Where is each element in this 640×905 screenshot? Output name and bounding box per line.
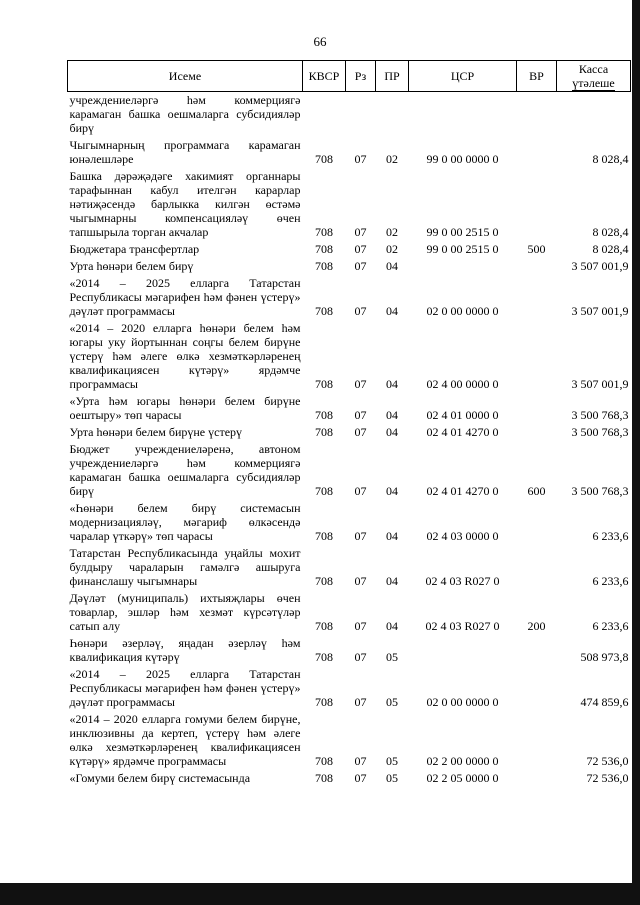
row-vr: [517, 275, 557, 320]
row-vr: [517, 258, 557, 275]
row-amount: 3 500 768,3: [571, 484, 629, 498]
row-csr: [409, 258, 517, 275]
row-name: учреждениеләргә һәм коммерциягә карамаган башка оешмаларга субсидияләр бирү: [69, 93, 301, 135]
row-kvsr: [303, 92, 346, 138]
row-name: Башка дәрәҗәдәге хакимият органнары тарафыннан кабул ителгән карарлар нәтиҗәсендә барлыкка килгән өстәмә чыгымнарны компенсацияләү өчен тапшырыла торган акчалар: [69, 169, 301, 239]
row-name: «2014 – 2020 елларга гомуми белем бирүне, инклюзивны да кертеп, үстерү һәм әлеге өлкә хезмәткәрләренең квалификациясен күтәрү» ярдәмче программасы: [69, 712, 301, 768]
row-name: «2014 – 2025 елларга Татарстан Республикасы мәгарифен һәм фәнен үстерү» дәүләт программасы: [69, 667, 301, 709]
row-vr: [517, 168, 557, 241]
row-vr: 600: [527, 484, 546, 498]
row-name: Дәүләт (муниципаль) ихтыяҗлары өчен товарлар, эшләр һәм хезмәт күрсәтүләр сатып алу: [69, 591, 301, 633]
row-name: «2014 – 2020 елларга һөнәри белем һәм югары уку йортыннан соңгы белем бирүне үстерү һәм әлеге өлкә хезмәткәрләренең квалификациясен күтәрү» ярдәмче программасы: [69, 321, 301, 391]
row-amount: 8 028,4: [592, 152, 629, 166]
header-pr: ПР: [376, 61, 409, 92]
scan-edge-bottom: [0, 883, 640, 905]
row-kvsr: 708: [315, 225, 333, 239]
table-row: [68, 137, 631, 168]
row-rz: 07: [354, 650, 367, 664]
row-kvsr: 708: [315, 574, 333, 588]
row-csr: 02 4 03 R027 0: [425, 574, 500, 588]
table-row: [68, 168, 631, 241]
header-kvsr: КВСР: [303, 61, 346, 92]
row-rz: 07: [354, 259, 367, 273]
row-kvsr: 708: [315, 529, 333, 543]
row-amount: 3 507 001,9: [571, 259, 629, 273]
row-name: «Гомуми белем бирү системасында: [69, 771, 251, 785]
row-kvsr: 708: [315, 650, 333, 664]
row-pr: 05: [386, 754, 398, 768]
row-kvsr: 708: [315, 304, 333, 318]
row-kvsr: 708: [315, 771, 333, 785]
row-rz: 07: [354, 754, 367, 768]
row-pr: 04: [386, 377, 398, 391]
row-pr: 05: [386, 650, 398, 664]
row-kvsr: 708: [315, 242, 333, 256]
scan-edge-right: [632, 0, 640, 905]
row-rz: 07: [354, 619, 367, 633]
row-amount: 6 233,6: [592, 529, 629, 543]
table-row: [68, 590, 631, 635]
row-csr: 02 2 00 0000 0: [426, 754, 499, 768]
row-rz: 07: [354, 484, 367, 498]
row-amount: 72 536,0: [586, 771, 629, 785]
row-kvsr: 708: [315, 619, 333, 633]
table-header: [68, 61, 631, 92]
row-csr: 02 4 01 4270 0: [426, 425, 499, 439]
row-name: «Урта һәм югары һөнәри белем бирүне оештыру» төп чарасы: [69, 394, 301, 422]
table-row: [68, 258, 631, 275]
row-name: Урта һөнәри белем бирүне үстерү: [69, 425, 243, 439]
row-csr: 99 0 00 0000 0: [426, 152, 499, 166]
table-row: [68, 320, 631, 393]
header-vr: ВР: [517, 61, 557, 92]
table-row: [68, 92, 631, 138]
row-name: Татарстан Республикасында уңайлы мохит булдыру чараларын гамәлгә ашыруга финанслашу чыгымнары: [69, 546, 301, 588]
row-kvsr: 708: [315, 425, 333, 439]
row-kvsr: 708: [315, 408, 333, 422]
row-csr: 02 0 00 0000 0: [426, 304, 499, 318]
row-rz: 07: [354, 225, 367, 239]
row-amount: 3 500 768,3: [571, 408, 629, 422]
row-name: Урта һөнәри белем бирү: [69, 259, 194, 273]
row-vr: [517, 666, 557, 711]
row-csr: 02 4 00 0000 0: [426, 377, 499, 391]
row-csr: 99 0 00 2515 0: [426, 242, 499, 256]
row-rz: 07: [354, 242, 367, 256]
row-pr: 04: [386, 484, 398, 498]
table-row: [68, 500, 631, 545]
table-body: [68, 92, 631, 788]
row-rz: 07: [354, 152, 367, 166]
row-amount: 3 507 001,9: [571, 304, 629, 318]
row-csr: 99 0 00 2515 0: [426, 225, 499, 239]
table-row: [68, 666, 631, 711]
table-row: [68, 393, 631, 424]
header-rz: Рз: [346, 61, 376, 92]
row-name: Чыгымнарның программага карамаган юнәлешләре: [69, 138, 301, 166]
row-pr: 04: [386, 259, 398, 273]
row-rz: [346, 92, 376, 138]
row-vr: [517, 500, 557, 545]
row-csr: 02 4 03 R027 0: [425, 619, 500, 633]
table-row: [68, 545, 631, 590]
table-row: [68, 424, 631, 441]
row-csr: 02 2 05 0000 0: [426, 771, 499, 785]
table-row: [68, 770, 631, 787]
row-pr: 02: [386, 242, 398, 256]
row-pr: 04: [386, 529, 398, 543]
row-amount: 3 500 768,3: [571, 425, 629, 439]
row-csr: 02 4 01 0000 0: [426, 408, 499, 422]
row-rz: 07: [354, 304, 367, 318]
row-amount: [557, 92, 631, 138]
row-kvsr: 708: [315, 259, 333, 273]
row-rz: 07: [354, 408, 367, 422]
row-pr: 02: [386, 225, 398, 239]
row-kvsr: 708: [315, 377, 333, 391]
row-vr: [517, 92, 557, 138]
row-rz: 07: [354, 377, 367, 391]
row-vr: [517, 545, 557, 590]
row-pr: 04: [386, 408, 398, 422]
row-kvsr: 708: [315, 754, 333, 768]
row-vr: [517, 424, 557, 441]
row-pr: 04: [386, 619, 398, 633]
row-vr: [517, 635, 557, 666]
row-vr: [517, 393, 557, 424]
header-kassa-line1: Касса: [578, 61, 609, 76]
row-rz: 07: [354, 771, 367, 785]
row-vr: 500: [527, 242, 546, 256]
row-amount: 474 859,6: [580, 695, 629, 709]
table-row: [68, 241, 631, 258]
row-amount: 8 028,4: [592, 242, 629, 256]
page-number: 66: [313, 34, 327, 49]
row-kvsr: 708: [315, 484, 333, 498]
table-row: [68, 441, 631, 500]
table-row: [68, 711, 631, 770]
row-vr: 200: [527, 619, 546, 633]
row-rz: 07: [354, 529, 367, 543]
row-name: Бюджетара трансфертлар: [69, 242, 200, 256]
row-pr: 04: [386, 425, 398, 439]
table-row: [68, 275, 631, 320]
row-pr: 02: [386, 152, 398, 166]
row-amount: 3 507 001,9: [571, 377, 629, 391]
row-vr: [517, 770, 557, 787]
row-csr: 02 4 03 0000 0: [426, 529, 499, 543]
header-name: Исеме: [68, 61, 303, 92]
budget-table: [67, 60, 631, 787]
row-kvsr: 708: [315, 695, 333, 709]
header-kassa: [557, 61, 631, 92]
header-csr: ЦСР: [409, 61, 517, 92]
row-pr: 04: [386, 574, 398, 588]
row-amount: 6 233,6: [592, 619, 629, 633]
row-pr: 04: [386, 304, 398, 318]
row-rz: 07: [354, 425, 367, 439]
row-kvsr: 708: [315, 152, 333, 166]
row-name: Һөнәри әзерләү, яңадан әзерләү һәм квалификация күтәрү: [69, 636, 301, 664]
row-pr: 05: [386, 771, 398, 785]
row-vr: [517, 137, 557, 168]
table-row: [68, 635, 631, 666]
row-vr: [517, 711, 557, 770]
row-amount: 6 233,6: [592, 574, 629, 588]
row-name: Бюджет учреждениеләренә, автоном учреждениеләргә һәм коммерциягә карамаган башка оешмаларга субсидияләр бирү: [69, 442, 301, 498]
row-amount: 508 973,8: [580, 650, 629, 664]
row-rz: 07: [354, 574, 367, 588]
row-csr: 02 0 00 0000 0: [426, 695, 499, 709]
row-pr: 05: [386, 695, 398, 709]
row-vr: [517, 320, 557, 393]
row-pr: [376, 92, 409, 138]
row-csr: 02 4 01 4270 0: [426, 484, 499, 498]
row-name: «2014 – 2025 елларга Татарстан Республикасы мәгарифен һәм фәнен үстерү» дәүләт программасы: [69, 276, 301, 318]
row-csr: [409, 92, 517, 138]
row-amount: 72 536,0: [586, 754, 629, 768]
row-rz: 07: [354, 695, 367, 709]
header-kassa-line2: үтәлеше: [572, 75, 615, 90]
row-amount: 8 028,4: [592, 225, 629, 239]
row-csr: [409, 635, 517, 666]
row-name: «Һөнәри белем бирү системасын модернизацияләү, мәгариф өлкәсендә чаралар үткәрү» төп чарасы: [69, 501, 301, 543]
